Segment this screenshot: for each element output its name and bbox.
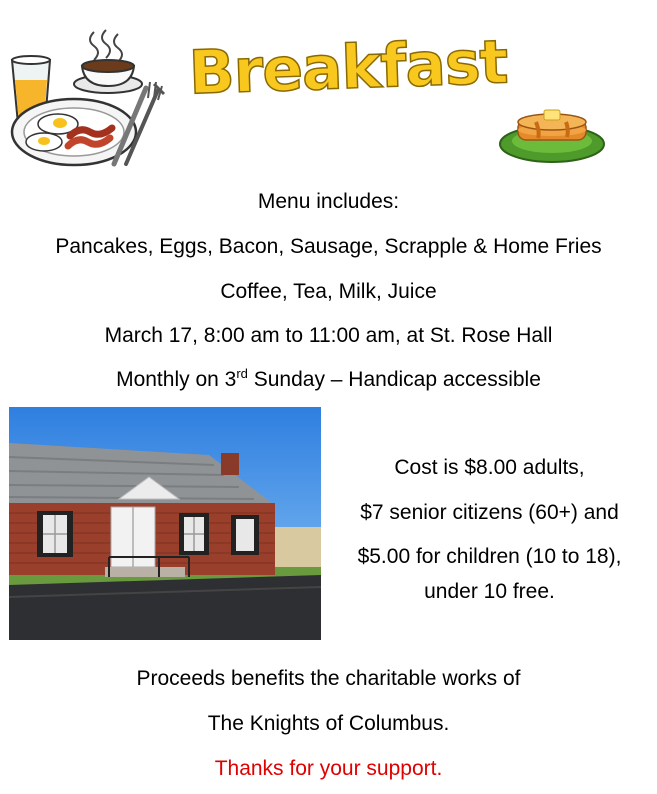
menu-drinks: Coffee, Tea, Milk, Juice	[220, 280, 437, 303]
cost-adults: Cost is $8.00 adults,	[394, 456, 585, 479]
title-text: Breakfast	[187, 27, 509, 109]
building-photo	[9, 407, 321, 640]
thanks-line: Thanks for your support.	[214, 757, 443, 780]
schedule-ordinal: rd	[236, 366, 248, 381]
menu-heading: Menu includes:	[257, 190, 400, 213]
proceeds-line: Proceeds benefits the charitable works of	[136, 667, 521, 690]
event-date-location: March 17, 8:00 am to 11:00 am, at St. Rose Hall	[104, 324, 553, 347]
schedule-prefix: Monthly on 3	[116, 368, 237, 391]
organization-line: The Knights of Columbus.	[207, 712, 450, 735]
cost-children: $5.00 for children (10 to 18),	[357, 545, 622, 568]
schedule-line	[0, 367, 657, 393]
pancakes-icon	[496, 94, 608, 166]
breakfast-plate-icon	[8, 28, 173, 173]
menu-foods: Pancakes, Eggs, Bacon, Sausage, Scrapple & Home Fries	[55, 235, 602, 258]
schedule-suffix: Sunday – Handicap accessible	[247, 368, 541, 391]
cost-seniors: $7 senior citizens (60+) and	[360, 501, 619, 524]
breakfast-title	[187, 26, 509, 109]
cost-under-10: under 10 free.	[424, 580, 555, 603]
